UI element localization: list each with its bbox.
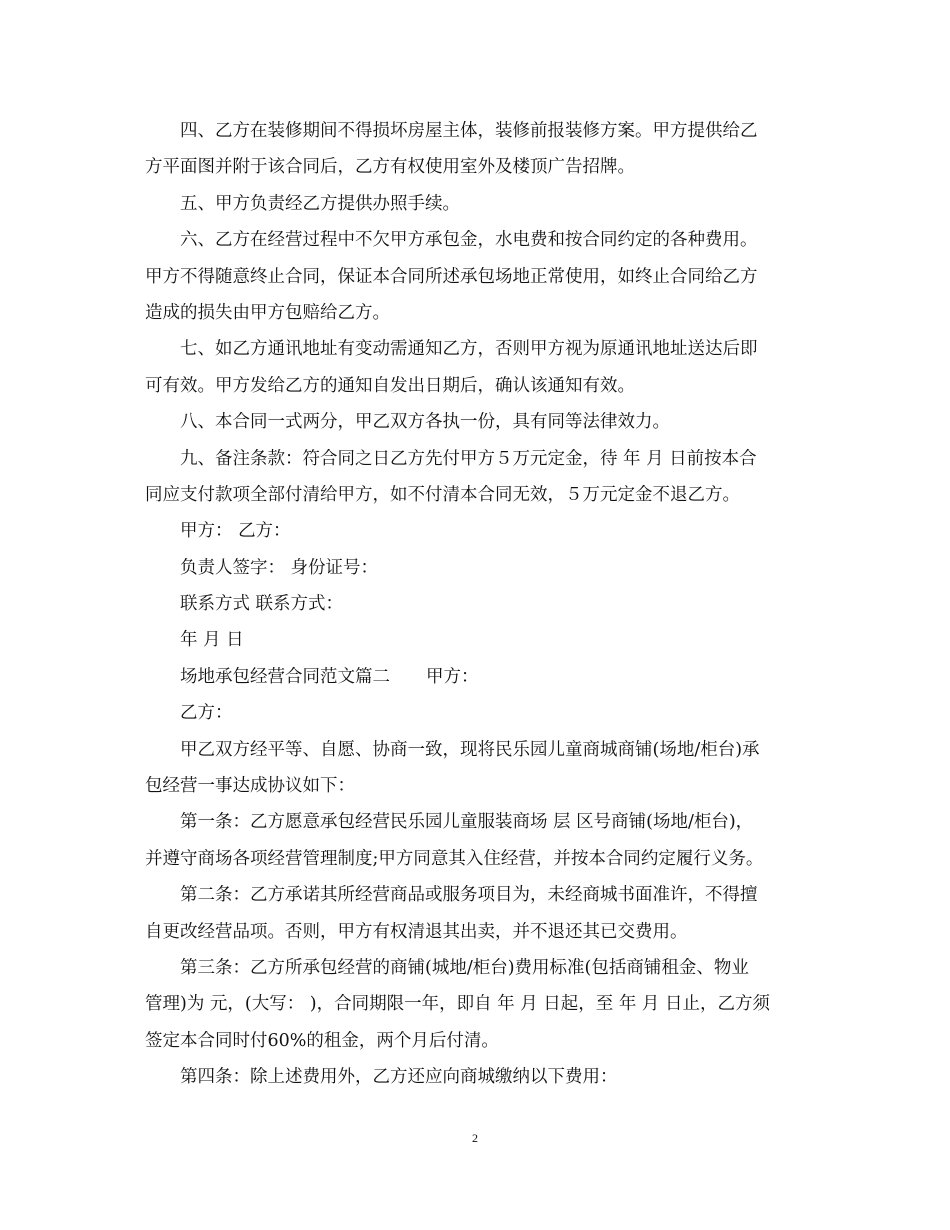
document-body <box>145 113 808 1096</box>
section-party-b: 乙方： <box>180 703 233 724</box>
article-1-line-1: 第一条：乙方愿意承包经营民乐园儿童服装商场 层 区号商铺(场地/柜台)， <box>180 812 754 833</box>
paragraph-4-line-2: 方平面图并附于该合同后，乙方有权使用室外及楼顶广告招牌。 <box>145 157 635 178</box>
signature-contact: 联系方式 联系方式： <box>180 594 344 615</box>
article-3-line-1: 第三条：乙方所承包经营的商铺(城地/柜台)费用标准(包括商铺租金、物业 <box>180 957 749 978</box>
paragraph-9-line-1: 九、备注条款：符合同之日乙方先付甲方５万元定金，待 年 月 日前按本合 <box>180 448 757 469</box>
signature-parties: 甲方： 乙方： <box>180 521 291 542</box>
article-1-line-2: 并遵守商场各项经营管理制度;甲方同意其入住经营，并按本合同约定履行义务。 <box>145 848 764 869</box>
article-3-line-3: 签定本合同时付60%的租金，两个月后付清。 <box>145 1030 499 1051</box>
agreement-intro-line-1: 甲乙双方经平等、自愿、协商一致，现将民乐园儿童商城商铺(场地/柜台)承 <box>180 739 760 760</box>
article-4-line-1: 第四条：除上述费用外，乙方还应向商城缴纳以下费用： <box>180 1067 618 1088</box>
paragraph-8: 八、本合同一式两分，甲乙双方各执一份，具有同等法律效力。 <box>180 412 670 433</box>
paragraph-5: 五、甲方负责经乙方提供办照手续。 <box>180 193 460 214</box>
signature-date: 年 月 日 <box>180 630 244 651</box>
paragraph-9-line-2: 同应支付款项全部付清给甲方，如不付清本合同无效，５万元定金不退乙方。 <box>145 484 740 505</box>
article-3-line-2: 管理)为 元，(大写： )，合同期限一年，即自 年 月 日起，至 年 月 日止，乙方须 <box>145 994 770 1015</box>
paragraph-7-line-1: 七、如乙方通讯地址有变动需通知乙方，否则甲方视为原通讯地址送达后即 <box>180 339 758 360</box>
paragraph-6-line-1: 六、乙方在经营过程中不欠甲方承包金，水电费和按合同约定的各种费用。 <box>180 230 758 251</box>
article-2-line-2: 自更改经营品项。否则，甲方有权清退其出卖，并不退还其已交费用。 <box>145 921 688 942</box>
section-heading <box>145 659 808 695</box>
paragraph-7-line-2: 可有效。甲方发给乙方的通知自发出日期后，确认该通知有效。 <box>145 375 635 396</box>
section-title: 场地承包经营合同范文篇二 <box>180 666 390 687</box>
paragraph-6-line-2: 甲方不得随意终止合同，保证本合同所述承包场地正常使用，如终止合同给乙方 <box>145 266 758 287</box>
section-party-a: 甲方： <box>426 666 479 687</box>
signature-responsible-person: 负责人签字： 身份证号： <box>180 557 379 578</box>
agreement-intro-line-2: 包经营一事达成协议如下： <box>145 776 355 797</box>
paragraph-6-line-3: 造成的损失由甲方包赔给乙方。 <box>145 302 390 323</box>
paragraph-4-line-1: 四、乙方在装修期间不得损坏房屋主体，装修前报装修方案。甲方提供给乙 <box>180 121 758 141</box>
page-number: 2 <box>472 1131 478 1145</box>
article-2-line-1: 第二条：乙方承诺其所经营商品或服务项目为，未经商城书面准许，不得擅 <box>180 885 758 906</box>
